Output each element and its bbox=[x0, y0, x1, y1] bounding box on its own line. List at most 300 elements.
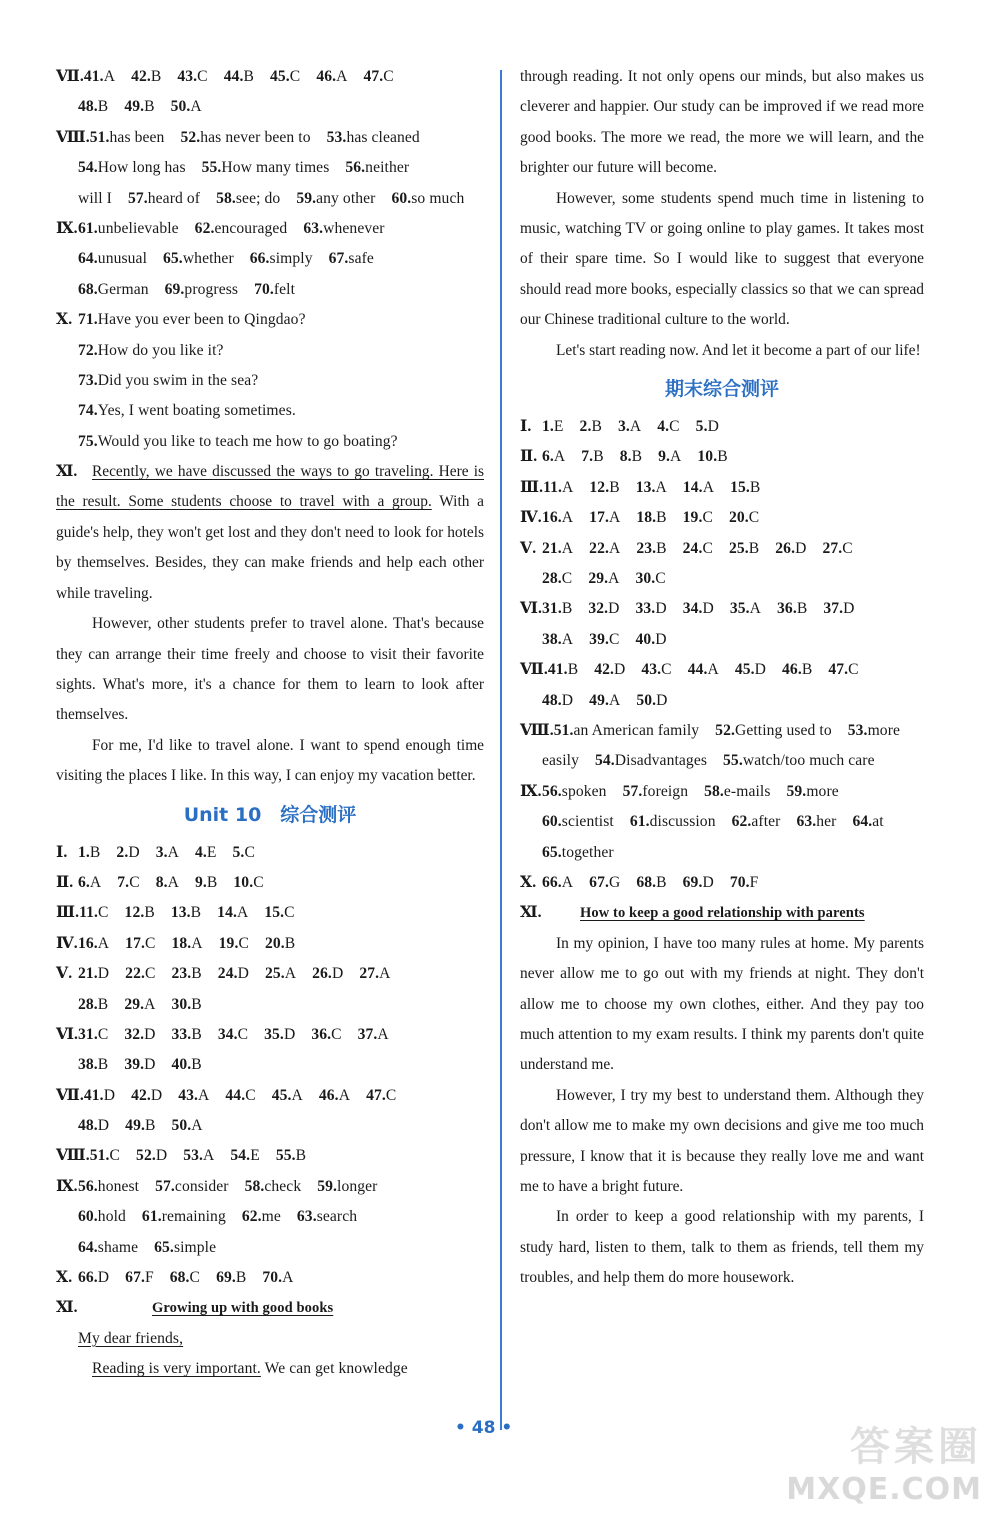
watermark-logo bbox=[786, 1415, 982, 1507]
answer-text: A bbox=[103, 68, 116, 85]
answer-line bbox=[56, 1050, 484, 1080]
question-number: 14. bbox=[217, 904, 237, 922]
answer-item bbox=[250, 250, 313, 267]
answer-continuation: will I bbox=[78, 189, 112, 207]
answer-item bbox=[78, 433, 398, 450]
answer-line bbox=[56, 990, 484, 1020]
answer-text: B bbox=[631, 448, 643, 466]
question-number: 51. bbox=[89, 128, 110, 146]
answer-text: whether bbox=[182, 250, 234, 268]
answer-item bbox=[297, 1208, 357, 1225]
answer-text: simple bbox=[173, 1238, 217, 1256]
question-number: 19. bbox=[682, 509, 703, 527]
answer-block-final bbox=[520, 412, 924, 898]
answer-text: D bbox=[103, 1086, 116, 1104]
watermark-line-1: 答案圈 bbox=[850, 1424, 982, 1470]
answer-item bbox=[580, 418, 602, 435]
section-numeral: Ⅹ. bbox=[56, 1269, 73, 1287]
answer-text: A bbox=[670, 448, 682, 466]
answer-text: spoken bbox=[561, 782, 607, 800]
question-number: 19. bbox=[218, 934, 239, 952]
question-number: 62. bbox=[194, 219, 215, 237]
essay-parents-paragraph-1: In my opinion, I have too many rules at home. My parents never allow me to go out with my friends at night. They don't allow me to choose my own clothes, either. And they pay too much attention to my exam results. I think my parents don't quite understand me. bbox=[520, 934, 924, 1074]
question-number: 36. bbox=[311, 1025, 332, 1043]
answer-text: A bbox=[282, 1269, 294, 1287]
answer-text: A bbox=[291, 1086, 303, 1104]
answer-item bbox=[78, 844, 100, 861]
question-number: 75. bbox=[78, 432, 98, 450]
answer-item bbox=[636, 479, 667, 496]
answer-text: B bbox=[243, 68, 254, 85]
question-number: 63. bbox=[796, 813, 817, 831]
answer-text: discussion bbox=[649, 813, 716, 831]
answer-item bbox=[78, 1117, 109, 1134]
answer-text: D bbox=[97, 1269, 110, 1287]
question-number: 34. bbox=[682, 600, 703, 618]
question-number: 63. bbox=[303, 219, 324, 237]
answer-text: B bbox=[144, 98, 155, 116]
question-number: 10. bbox=[697, 448, 718, 466]
answer-text: D bbox=[97, 1117, 110, 1135]
answer-item bbox=[327, 129, 420, 146]
question-number: 10. bbox=[233, 873, 254, 891]
answer-text: search bbox=[316, 1208, 358, 1226]
question-number: 31. bbox=[542, 600, 562, 618]
answer-item bbox=[84, 1087, 115, 1104]
answer-text: B bbox=[656, 873, 667, 891]
essay-travel-paragraph-3: For me, I'd like to travel alone. I want to spend enough time visiting the places I like. In this way, I can enjoy my vacation better. bbox=[56, 736, 484, 785]
answer-item bbox=[542, 540, 573, 557]
question-number: 55. bbox=[201, 159, 222, 177]
essay-books bbox=[56, 1293, 484, 1384]
answer-line bbox=[520, 716, 924, 746]
answer-item bbox=[202, 159, 330, 176]
section-numeral: Ⅷ. bbox=[520, 721, 554, 739]
answer-text: heard of bbox=[147, 189, 201, 207]
question-number: 47. bbox=[828, 661, 849, 679]
section-numeral: Ⅸ. bbox=[56, 219, 78, 237]
essay-parents bbox=[520, 898, 924, 1293]
question-number: 39. bbox=[124, 1056, 145, 1074]
answer-line bbox=[56, 62, 484, 92]
answer-text: longer bbox=[337, 1177, 378, 1195]
answer-item bbox=[636, 540, 666, 557]
answer-item bbox=[658, 448, 681, 465]
section-numeral: Ⅸ. bbox=[520, 782, 542, 800]
answer-item bbox=[822, 540, 852, 557]
answer-item bbox=[125, 1269, 154, 1286]
answer-text: B bbox=[591, 418, 602, 436]
answer-item bbox=[735, 661, 766, 678]
question-number: 21. bbox=[78, 965, 98, 983]
section-numeral: Ⅶ. bbox=[520, 661, 548, 679]
answer-item bbox=[195, 220, 288, 237]
answer-text: check bbox=[264, 1177, 302, 1195]
answer-text: A bbox=[144, 995, 156, 1013]
question-number: 20. bbox=[728, 509, 749, 527]
answer-text: A bbox=[97, 934, 110, 952]
question-number: 69. bbox=[164, 280, 185, 298]
answer-item bbox=[78, 1178, 139, 1195]
question-number: 38. bbox=[542, 630, 562, 648]
question-number: 24. bbox=[217, 965, 238, 983]
answer-item bbox=[183, 1147, 214, 1164]
question-number: 44. bbox=[225, 1086, 246, 1104]
question-number: 2. bbox=[579, 418, 592, 436]
answer-text: C bbox=[197, 68, 208, 85]
question-number: 13. bbox=[635, 478, 656, 496]
answer-item bbox=[542, 570, 572, 587]
answer-text: C bbox=[144, 934, 156, 952]
answer-text: consider bbox=[174, 1177, 229, 1195]
answer-text: D bbox=[144, 1056, 156, 1074]
answer-text: felt bbox=[273, 280, 296, 298]
question-number: 46. bbox=[318, 1086, 339, 1104]
question-number: 4. bbox=[194, 843, 207, 861]
question-number: 26. bbox=[312, 965, 332, 983]
answer-text: C bbox=[655, 570, 666, 588]
question-number: 29. bbox=[588, 570, 609, 588]
page-number: • 48 • bbox=[455, 1418, 513, 1438]
question-number: 63. bbox=[296, 1208, 317, 1226]
question-number: 30. bbox=[635, 570, 656, 588]
answer-item bbox=[156, 874, 179, 891]
answer-item bbox=[230, 1147, 259, 1164]
answer-text: see; do bbox=[235, 189, 281, 207]
answer-text: A bbox=[561, 509, 574, 527]
question-number: 35. bbox=[264, 1025, 284, 1043]
answer-text: D bbox=[655, 600, 667, 618]
answer-item bbox=[78, 935, 109, 952]
question-number: 37. bbox=[357, 1025, 378, 1043]
answer-item bbox=[156, 844, 179, 861]
answer-text: B bbox=[191, 995, 202, 1013]
answer-text: B bbox=[97, 98, 109, 116]
answer-item bbox=[78, 996, 108, 1013]
question-number: 53. bbox=[847, 721, 868, 739]
answer-item bbox=[180, 129, 310, 146]
answer-item bbox=[542, 783, 607, 800]
answer-item bbox=[542, 813, 614, 830]
answer-item bbox=[852, 813, 883, 830]
question-number: 18. bbox=[171, 934, 192, 952]
question-number: 18. bbox=[636, 509, 657, 527]
answer-text: whenever bbox=[323, 219, 385, 237]
section-numeral: Ⅳ. bbox=[56, 934, 78, 952]
question-number: 55. bbox=[723, 752, 743, 770]
answer-text: Would you like to teach me how to go boating? bbox=[97, 432, 398, 450]
answer-text: B bbox=[567, 661, 579, 679]
answer-text: A bbox=[655, 478, 667, 496]
question-number: 48. bbox=[78, 1117, 98, 1135]
question-number: 51. bbox=[89, 1147, 110, 1165]
answer-text: honest bbox=[97, 1177, 140, 1195]
question-number: 45. bbox=[271, 1086, 292, 1104]
question-number: 52. bbox=[136, 1147, 156, 1165]
answer-text: C bbox=[238, 934, 249, 952]
final-exam-section-title: 期末综合测评 bbox=[664, 378, 779, 401]
answer-item bbox=[359, 965, 390, 982]
answer-text: D bbox=[97, 965, 110, 983]
question-number: 24. bbox=[682, 539, 703, 557]
question-number: 7. bbox=[117, 873, 130, 891]
answer-line bbox=[520, 503, 924, 533]
question-number: 45. bbox=[270, 68, 290, 85]
answer-text: A bbox=[629, 418, 642, 436]
answer-item bbox=[90, 1147, 120, 1164]
answer-text: A bbox=[236, 904, 249, 922]
question-number: 49. bbox=[125, 1117, 145, 1135]
answer-text: B bbox=[144, 1117, 156, 1135]
answer-item bbox=[730, 874, 759, 891]
answer-text: A bbox=[338, 1086, 351, 1104]
answer-text: her bbox=[816, 813, 837, 831]
answer-item bbox=[588, 600, 619, 617]
section-numeral: Ⅹ. bbox=[56, 311, 73, 329]
answer-line bbox=[520, 777, 924, 807]
answer-line bbox=[56, 1111, 484, 1141]
question-number: 28. bbox=[78, 995, 98, 1013]
answer-item bbox=[542, 692, 573, 709]
answer-item bbox=[542, 844, 614, 861]
answer-line bbox=[56, 929, 484, 959]
answer-item bbox=[729, 509, 759, 526]
answer-item bbox=[78, 1269, 109, 1286]
answer-text: A bbox=[707, 661, 719, 679]
question-number: 42. bbox=[131, 68, 151, 85]
question-number: 22. bbox=[589, 539, 609, 557]
answer-item bbox=[171, 996, 201, 1013]
answer-text: B bbox=[749, 478, 761, 496]
question-number: 11. bbox=[543, 478, 563, 496]
answer-text: E bbox=[206, 843, 217, 861]
section-numeral: Ⅰ. bbox=[56, 843, 68, 861]
answer-text: A bbox=[336, 68, 348, 85]
answer-item bbox=[635, 570, 665, 587]
answer-line bbox=[520, 473, 924, 503]
answer-item bbox=[276, 1147, 306, 1164]
answer-item bbox=[696, 418, 719, 435]
answer-text: D bbox=[237, 965, 249, 983]
answer-text: so much bbox=[411, 189, 465, 207]
answer-text: B bbox=[656, 509, 667, 527]
question-number: 57. bbox=[155, 1177, 175, 1195]
question-number: 38. bbox=[78, 1056, 98, 1074]
answer-line bbox=[520, 838, 924, 868]
question-number: 56. bbox=[345, 159, 366, 177]
answer-item bbox=[548, 661, 578, 678]
answer-text: Disadvantages bbox=[614, 752, 708, 770]
answer-item bbox=[329, 250, 374, 267]
answer-item bbox=[732, 813, 781, 830]
question-number: 32. bbox=[588, 600, 609, 618]
answer-item bbox=[79, 904, 108, 921]
answer-text: C bbox=[244, 843, 255, 861]
essay-books-paragraph-2: However, some students spend much time in listening to music, watching TV or going online to play games. It takes most of their spare time. So I would like to suggest that everyone should read more books, especially classics so that we can spread our Chinese traditional culture to the world. bbox=[520, 189, 924, 329]
answer-item bbox=[218, 965, 249, 982]
question-number: 66. bbox=[542, 873, 562, 891]
answer-text: D bbox=[614, 661, 626, 679]
answer-text: hold bbox=[97, 1208, 126, 1226]
answer-item bbox=[542, 600, 572, 617]
answer-text: A bbox=[191, 1117, 203, 1135]
answer-item bbox=[171, 965, 201, 982]
answer-text: shame bbox=[97, 1238, 139, 1256]
question-number: 50. bbox=[636, 691, 657, 709]
answer-line bbox=[56, 153, 484, 183]
answer-item bbox=[225, 1087, 255, 1104]
essay-books-greeting: My dear friends, bbox=[78, 1329, 184, 1347]
question-number: 42. bbox=[594, 661, 614, 679]
answer-item bbox=[125, 935, 155, 952]
answer-text: A bbox=[561, 630, 574, 648]
answer-text: C bbox=[748, 509, 760, 527]
answer-text: B bbox=[796, 600, 808, 618]
answer-text: A bbox=[608, 539, 621, 557]
question-number: 12. bbox=[124, 904, 145, 922]
question-number: 56. bbox=[542, 782, 562, 800]
question-number: 12. bbox=[589, 478, 610, 496]
section-numeral: Ⅳ. bbox=[520, 509, 542, 527]
answer-item bbox=[78, 281, 149, 298]
answer-item bbox=[636, 509, 666, 526]
answer-text: B bbox=[593, 448, 604, 466]
question-number: 57. bbox=[127, 189, 148, 207]
answer-text: C bbox=[842, 539, 853, 557]
question-number: 33. bbox=[635, 600, 656, 618]
question-number: 68. bbox=[636, 873, 657, 891]
question-number: 57. bbox=[622, 782, 643, 800]
answer-text: A bbox=[553, 448, 566, 466]
answer-item bbox=[391, 190, 464, 207]
question-number: 47. bbox=[363, 68, 384, 85]
question-number: 27. bbox=[822, 539, 843, 557]
question-number: 34. bbox=[217, 1025, 238, 1043]
answer-line bbox=[56, 244, 484, 274]
answer-line bbox=[56, 1202, 484, 1232]
answer-item bbox=[171, 904, 201, 921]
answer-item bbox=[542, 448, 565, 465]
answer-text: C bbox=[661, 661, 672, 679]
answer-line bbox=[56, 1172, 484, 1202]
answer-text: A bbox=[377, 1025, 389, 1043]
answer-text: D bbox=[155, 1147, 168, 1165]
question-number: 68. bbox=[78, 280, 98, 298]
question-number: 7. bbox=[581, 448, 594, 466]
question-number: 27. bbox=[359, 965, 380, 983]
question-number: 59. bbox=[317, 1177, 338, 1195]
answer-text: D bbox=[843, 600, 855, 618]
essay-travel-paragraph-1: Ⅺ. Recently, we have discussed the ways to go traveling. Here is the result. Some students choose to travel with a group. With a guide's help, they won't get lost and they don't need to look for hotels by themselves. Besides, they can make friends and help each other while traveling. bbox=[56, 463, 485, 602]
answer-text: F bbox=[749, 873, 759, 891]
question-number: 58. bbox=[704, 782, 724, 800]
answer-text: C bbox=[284, 904, 295, 922]
answer-item bbox=[265, 965, 296, 982]
answer-text: B bbox=[89, 843, 101, 861]
answer-item bbox=[177, 68, 207, 85]
answer-item bbox=[216, 1269, 246, 1286]
answer-line bbox=[520, 625, 924, 655]
question-number: 58. bbox=[216, 189, 236, 207]
answer-text: C bbox=[245, 1086, 256, 1104]
answer-item bbox=[358, 1026, 389, 1043]
question-number: 64. bbox=[78, 1238, 98, 1256]
answer-item bbox=[125, 1117, 155, 1134]
answer-text: A bbox=[561, 539, 574, 557]
question-number: 26. bbox=[775, 539, 796, 557]
question-number: 49. bbox=[124, 98, 145, 116]
section-numeral: Ⅷ. bbox=[56, 1147, 90, 1165]
answer-text: A bbox=[702, 478, 715, 496]
answer-item bbox=[641, 661, 671, 678]
question-number: 16. bbox=[542, 509, 562, 527]
answer-item bbox=[154, 1239, 216, 1256]
question-number: 43. bbox=[177, 68, 198, 85]
answer-item bbox=[366, 1087, 396, 1104]
answer-text: C bbox=[97, 1025, 109, 1043]
answer-item bbox=[131, 68, 161, 85]
question-number: 66. bbox=[78, 1269, 98, 1287]
question-number: 49. bbox=[589, 691, 609, 709]
question-number: 1. bbox=[78, 843, 90, 861]
answer-item bbox=[589, 509, 620, 526]
question-number: 61. bbox=[629, 813, 650, 831]
answer-line bbox=[520, 594, 924, 624]
answer-item bbox=[78, 1239, 138, 1256]
question-number: 44. bbox=[223, 68, 244, 85]
answer-text: C bbox=[98, 904, 109, 922]
answer-text: progress bbox=[184, 280, 239, 298]
question-number: 64. bbox=[852, 813, 873, 831]
question-number: 14. bbox=[682, 478, 703, 496]
answer-text: foreign bbox=[642, 782, 689, 800]
answer-item bbox=[657, 418, 679, 435]
essay-parents-paragraph-2: However, I try my best to understand them. Although they don't allow me to make my own decisions and give me too much pressure, I know that it is because they really love me and want me to have a bright future. bbox=[520, 1086, 924, 1195]
question-number: 22. bbox=[125, 965, 145, 983]
answer-text: together bbox=[561, 843, 614, 861]
answer-text: A bbox=[561, 873, 574, 891]
answer-text: B bbox=[717, 448, 728, 466]
essay-books-continued bbox=[520, 62, 924, 366]
question-number: 40. bbox=[635, 630, 656, 648]
answer-item bbox=[171, 1117, 202, 1134]
answer-item bbox=[262, 1269, 293, 1286]
question-number: 33. bbox=[171, 1025, 192, 1043]
question-number: 70. bbox=[254, 280, 274, 298]
answer-text: B bbox=[801, 661, 813, 679]
answer-item bbox=[233, 874, 263, 891]
answer-text: scientist bbox=[561, 813, 614, 831]
question-number: 23. bbox=[636, 539, 657, 557]
answer-line bbox=[56, 275, 484, 305]
question-number: 51. bbox=[553, 721, 574, 739]
answer-item bbox=[136, 1147, 167, 1164]
answer-text: D bbox=[754, 661, 767, 679]
question-number: 41. bbox=[83, 68, 104, 85]
answer-item bbox=[363, 68, 393, 85]
question-number: 60. bbox=[542, 813, 562, 831]
answer-text: encouraged bbox=[214, 219, 288, 237]
answer-item bbox=[542, 874, 573, 891]
answer-text: B bbox=[190, 904, 202, 922]
answer-line bbox=[56, 1141, 484, 1171]
section-numeral: Ⅲ. bbox=[56, 904, 80, 922]
section-numeral: Ⅵ. bbox=[56, 1025, 79, 1043]
question-number: 25. bbox=[264, 965, 285, 983]
question-number: 62. bbox=[241, 1208, 262, 1226]
question-number: 60. bbox=[78, 1208, 98, 1226]
unit10-section-title: Unit 10 综合测评 bbox=[183, 803, 357, 826]
